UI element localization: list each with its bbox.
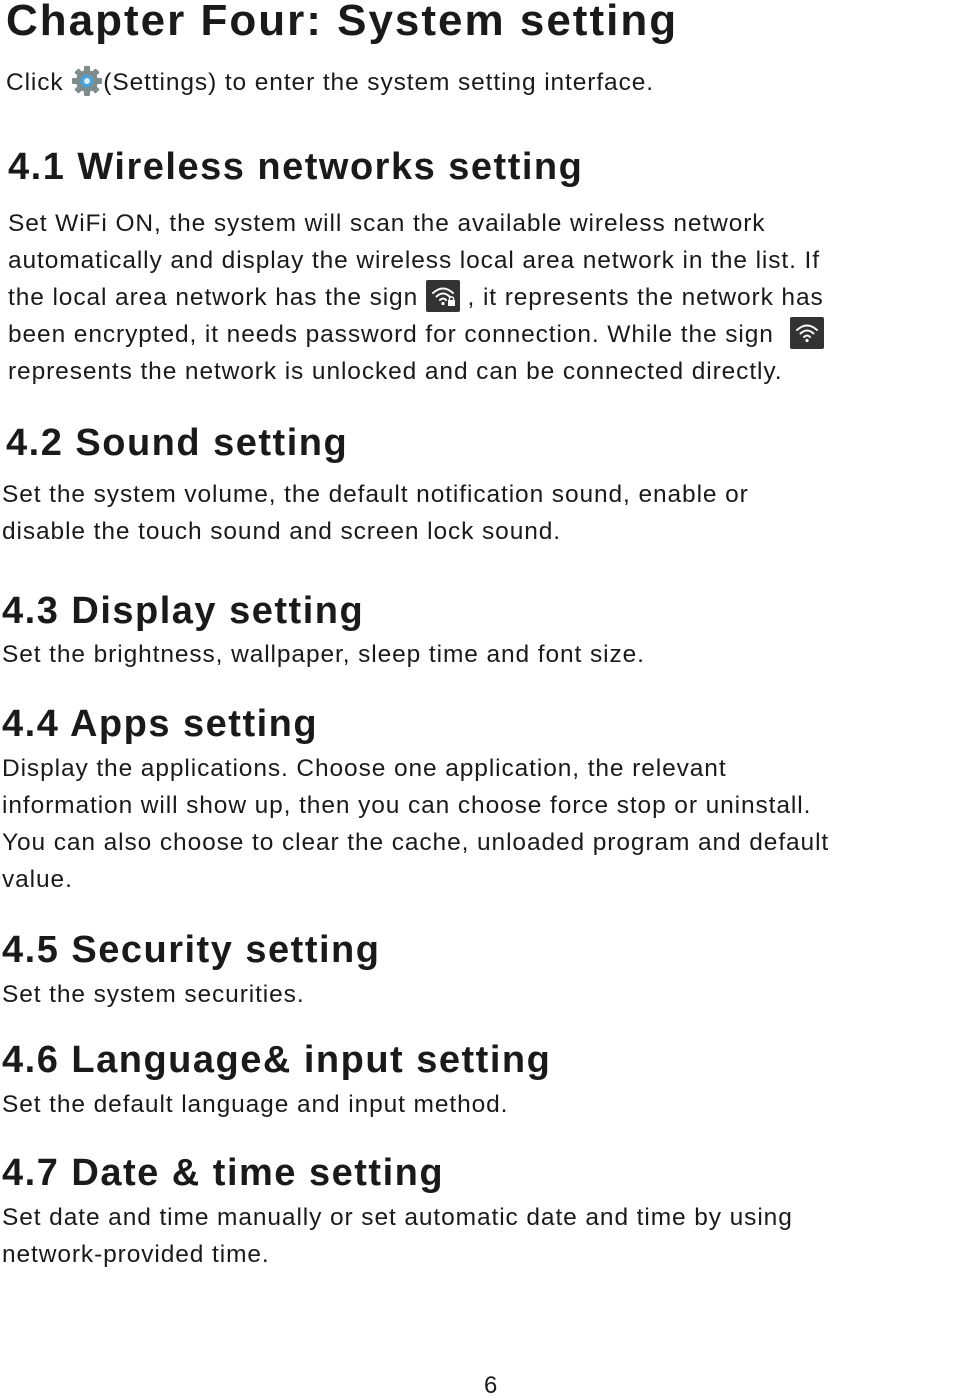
datetime-line-2: network-provided time. <box>2 1241 270 1268</box>
wireless-line-3-before: the local area network has the sign <box>8 284 426 311</box>
section-heading-datetime: 4.7 Date & time setting <box>2 1152 445 1194</box>
section-heading-language: 4.6 Language& input setting <box>2 1039 552 1081</box>
wifi-locked-icon <box>426 280 460 312</box>
wireless-line-3 <box>8 279 824 316</box>
wireless-line-4 <box>8 316 824 353</box>
apps-line-4: value. <box>2 866 73 893</box>
security-line-1: Set the system securities. <box>2 981 305 1008</box>
wireless-line-2: automatically and display the wireless local area network in the list. If <box>8 247 820 274</box>
section-body-display <box>2 636 645 673</box>
apps-line-3: You can also choose to clear the cache, unloaded program and default <box>2 829 830 856</box>
intro-before-icon: Click <box>6 69 72 96</box>
settings-gear-icon <box>71 65 103 97</box>
section-body-wireless <box>8 205 824 390</box>
intro-after-icon: (Settings) to enter the system setting interface. <box>103 69 654 96</box>
page-number: 6 <box>484 1372 498 1399</box>
sound-line-2: disable the touch sound and screen lock sound. <box>2 518 561 545</box>
section-heading-apps: 4.4 Apps setting <box>2 703 319 745</box>
display-line-1: Set the brightness, wallpaper, sleep time and font size. <box>2 641 645 668</box>
wireless-line-4-before: been encrypted, it needs password for connection. While the sign <box>8 321 782 348</box>
datetime-line-1: Set date and time manually or set automatic date and time by using <box>2 1204 793 1231</box>
section-body-datetime <box>2 1199 793 1273</box>
sound-line-1: Set the system volume, the default notification sound, enable or <box>2 481 749 508</box>
section-heading-security: 4.5 Security setting <box>2 929 381 971</box>
section-body-language <box>2 1086 508 1123</box>
section-body-apps <box>2 750 829 898</box>
section-heading-display: 4.3 Display setting <box>2 590 365 632</box>
wireless-line-3-after: , it represents the network has <box>459 284 824 311</box>
section-body-security <box>2 976 305 1013</box>
section-heading-wireless: 4.1 Wireless networks setting <box>8 146 584 188</box>
chapter-title: Chapter Four: System setting <box>6 0 679 45</box>
language-line-1: Set the default language and input method. <box>2 1091 509 1118</box>
apps-line-2: information will show up, then you can choose force stop or uninstall. <box>2 792 812 819</box>
section-heading-sound: 4.2 Sound setting <box>6 422 349 464</box>
intro-line <box>6 64 654 101</box>
wifi-open-icon <box>790 317 824 349</box>
wireless-line-5: represents the network is unlocked and can be connected directly. <box>8 358 783 385</box>
apps-line-1: Display the applications. Choose one application, the relevant <box>2 755 727 782</box>
wireless-line-1: Set WiFi ON, the system will scan the available wireless network <box>8 210 766 237</box>
section-body-sound <box>2 476 749 550</box>
